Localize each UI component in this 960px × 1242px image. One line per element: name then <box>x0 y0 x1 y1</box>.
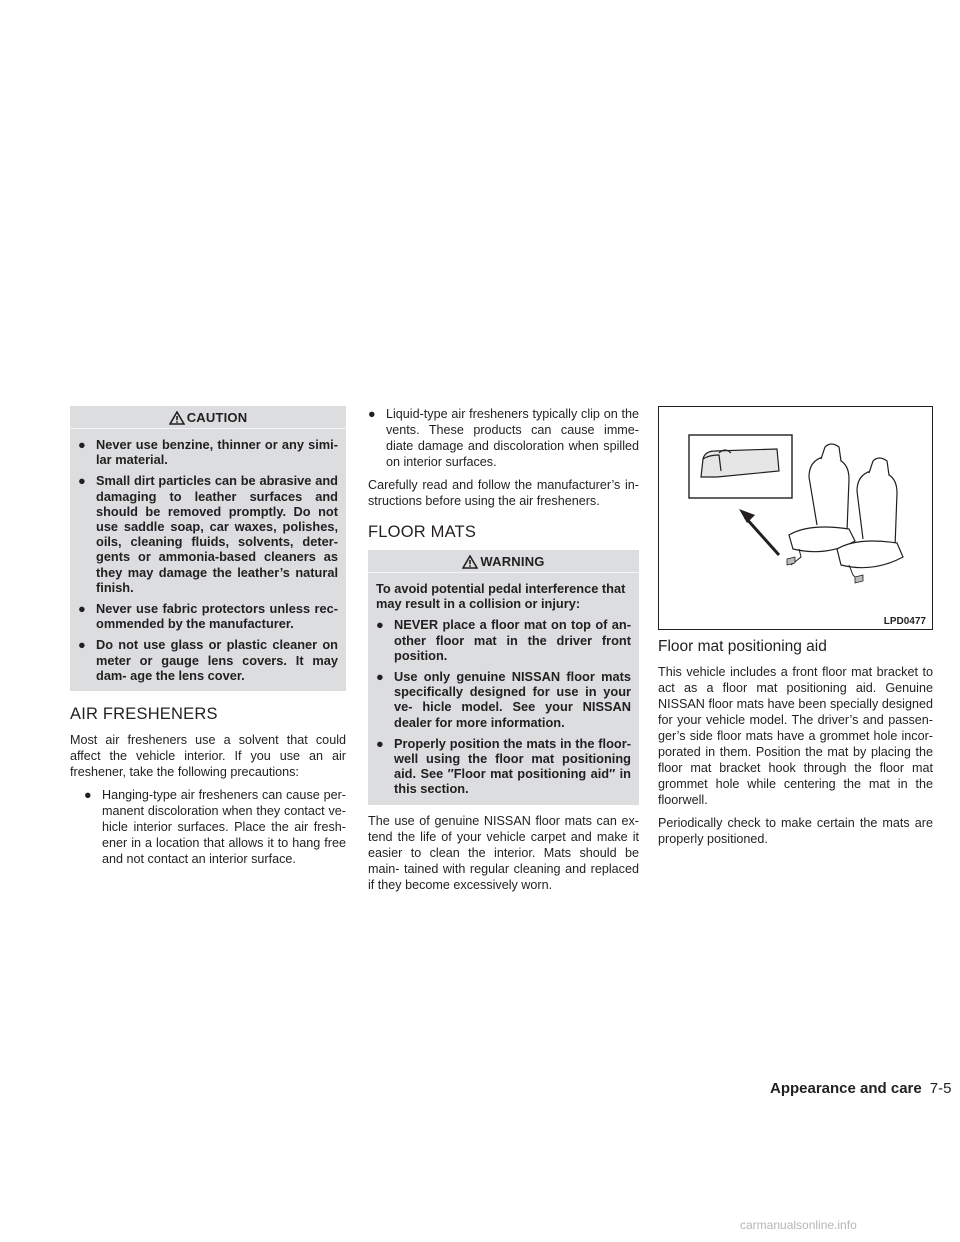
warning-item: ● Properly position the mats in the floor- well using the floor mat positioning aid. See ″Floor mat positioning aid″ in this section. <box>376 735 631 797</box>
column-left <box>70 406 346 874</box>
warning-intro: To avoid potential pedal interference that may result in a collision or injury: <box>376 581 626 612</box>
bullet: ● <box>376 735 384 751</box>
page-number: 7-5 <box>929 1080 952 1097</box>
bullet: ● <box>376 669 384 685</box>
air-freshener-item: ● Hanging-type air fresheners can cause per- manent discoloration when they contact ve- hicle interior surfaces. Place the air fresh- ener in a location that allows it to hang free and not contact an interior surface. <box>84 788 346 867</box>
floor-mats-heading: FLOOR MATS <box>368 523 477 541</box>
caution-item: ● Small dirt particles can be abrasive and damaging to leather surfaces and should be removed promptly. Do not use saddle soap, car waxes, polishes, oils, cleaning fluids, solvents, deter- gents or ammonia-based cleaners as they may damage the leather’s natural finish. <box>78 473 338 595</box>
air-fresheners-heading: AIR FRESHENERS <box>70 705 218 724</box>
bullet: ● <box>78 473 86 489</box>
air-fresheners-closing: Carefully read and follow the manufacturer’s in- structions before using the air fresheners. <box>368 478 639 508</box>
warning-item: ● Use only genuine NISSAN floor mats specifically designed for use in your ve- hicle model. See your NISSAN dealer for more information. <box>376 669 631 730</box>
caution-item: ● Never use benzine, thinner or any simi- lar material. <box>78 437 338 468</box>
seat-illustration-icon <box>659 407 932 629</box>
figure-code: LPD0477 <box>883 616 926 627</box>
warning-triangle-icon <box>462 555 478 569</box>
floor-mat-figure <box>658 406 933 630</box>
page-footer <box>770 1080 951 1097</box>
section-name: Appearance and care <box>770 1080 922 1097</box>
air-freshener-item: ● Liquid-type air fresheners typically clip on the vents. These products can cause imme- diate damage and discoloration when spilled on interior surfaces. <box>368 407 639 469</box>
bullet: ● <box>78 437 86 452</box>
bullet: ● <box>78 637 86 653</box>
warning-box <box>368 550 639 805</box>
positioning-aid-heading: Floor mat positioning aid <box>658 638 827 655</box>
positioning-aid-para-2: Periodically check to make certain the mats are properly positioned. <box>658 816 933 846</box>
bullet: ● <box>368 407 376 421</box>
positioning-aid-para-1: This vehicle includes a front floor mat bracket to act as a floor mat positioning aid. Genuine NISSAN floor mats have been specially designed for your vehicle model. The driver’s and passen- ger’s side floor mats have a grommet hole incor- porated in them. Position the mat by placing the floor mat bracket hook through the floor mat grommet hole while centering the mat in the floorwell. <box>658 665 933 807</box>
caution-item: ● Do not use glass or plastic cleaner on meter or gauge lens covers. It may dam- age the lens cover. <box>78 637 338 683</box>
column-right <box>658 406 933 854</box>
warning-item: ● NEVER place a floor mat on top of an- other floor mat in the driver front position. <box>376 617 631 663</box>
floor-mats-body: The use of genuine NISSAN floor mats can ex- tend the life of your vehicle carpet and make it easier to clean the interior. Mats should be main- tained with regular cleaning and replaced if they become excessively worn. <box>368 813 639 892</box>
caution-title: CAUTION <box>70 410 346 429</box>
bullet: ● <box>78 601 86 617</box>
watermark: carmanualsonline.info <box>740 1218 857 1232</box>
bullet: ● <box>376 617 384 633</box>
column-middle <box>368 406 639 900</box>
caution-item: ● Never use fabric protectors unless rec- ommended by the manufacturer. <box>78 601 338 632</box>
caution-box <box>70 406 346 691</box>
warning-triangle-icon <box>169 411 185 425</box>
bullet: ● <box>84 788 92 803</box>
warning-title: WARNING <box>368 554 639 573</box>
air-fresheners-intro: Most air fresheners use a solvent that could affect the vehicle interior. If you use an air freshener, take the following precautions: <box>70 733 346 780</box>
